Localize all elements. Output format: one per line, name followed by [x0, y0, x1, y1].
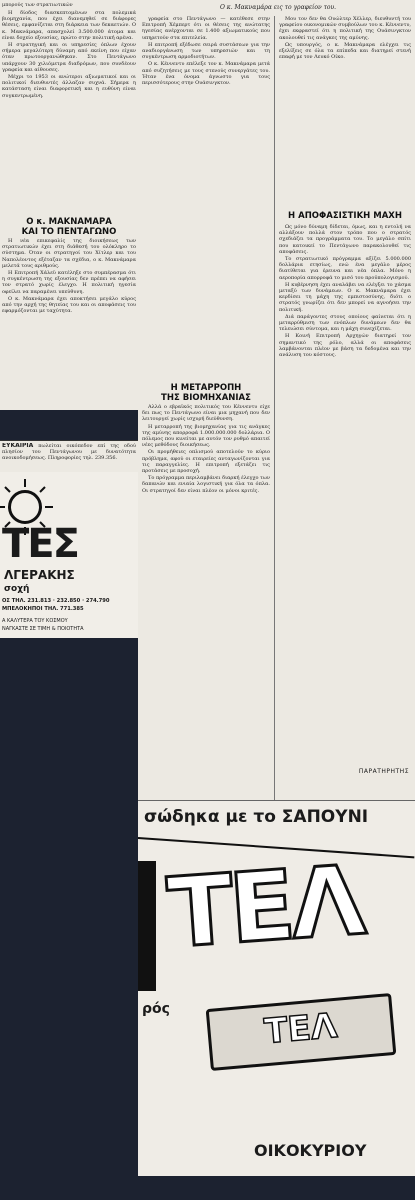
paragraph: Η επιτροπή εξέδωσε σειρά συστάσεων για την αναδιοργάνωση των υπηρεσιών και τη συγκέντρωση αρμοδιοτήτων.	[142, 41, 270, 61]
soap-ad-top-line: σώδηκα με το ΣΑΠΟΥΝΙ	[144, 807, 369, 827]
ad-company-name: ΛΓΕΡΑΚΗΣ	[4, 568, 75, 582]
ad-footer-2: ΝΑΓΚΑΣΤΕ ΣΕ ΤΙΜΗ & ΠΟΙΟΤΗΤΑ	[2, 626, 84, 632]
paragraph: Η μεταρροπή της βιομηχανίας για τις ανάγκες της αμύνης απορροφά 1.000.000.000 δολλάρια. Ο πόλεμος που κινείται με αυτόν τον ρυθμό απαιτεί νέες μεθόδους διοικήσεως.	[142, 423, 270, 449]
ad-logo-text: ΤΕΣ	[2, 521, 78, 567]
photo-caption: Ο κ. Μακναμάρα εις το γραφείον του.	[219, 4, 337, 11]
gerakis-advertisement	[0, 472, 138, 638]
classified-headline: ΕΥΚΑΙΡΙΑ	[2, 443, 34, 449]
classified-ad	[0, 440, 138, 474]
article-column-3b	[279, 224, 411, 764]
soap-ad-big-word: ΤΕΛ	[164, 844, 366, 970]
article-column-1	[2, 10, 136, 210]
soap-advertisement	[138, 800, 415, 1176]
paragraph: Η δίοδος διασκεπτομένων στα πολεμικά βιομηχανία, που έχει διανεμηθεί σε διάφορες θέσεις, εμφανίζεται στη διάρκεια των δεκαετιών. Ο κ. Μακνάμαρα, απασχολεί 3.500.000 άτομα και είναι δοχείο εξουσίας, πρώτο στην πολιτική αρένα.	[2, 10, 136, 41]
section-heading-biomixania: Η ΜΕΤΑΡΡΟΠΗ ΤΗΣ ΒΙΟΜΗΧΑΝΙΑΣ	[161, 383, 251, 403]
paragraph: Ως μόνο δύναμη δίδεται, όμως, και η εντολή να αλλάξουν πολλά στον τρόπο που ο στρατός σχεδιάζει τα προγράμματα του. Το μεγάλο σπίτι που κατοικεί το Πεντάγωνο παρακολουθεί τις αποφάσεις.	[279, 224, 411, 255]
paragraph: Μέχρι το 1953 οι ανώτεροι αξιωματικοί και οι πολιτικοί διευθυντές άλλαζαν συχνά. Σήμερα η κατάσταση είναι διαφορετική και η ευθύνη είναι συγκεντρωμένη.	[2, 74, 136, 99]
paragraph: Η Κοινή Επιτροπή Αρχηγών διατηρεί τον σημαντικό της ρόλο, αλλά οι αποφάσεις λαμβάνονται πλέον με βάση τα δεδομένα και την ανάλυση του κόστους.	[279, 333, 411, 359]
paragraph: Αλλά ο εβραϊκός πολιτικός του Κέννεντυ είχε δει πως το Πεντάγωνο είναι μια μηχανή που δεν λειτουργεί χωρίς ισχυρή διεύθυνση.	[142, 404, 270, 423]
paragraph: Το στρατιωτικό πρόγραμμα αξίζει 5.000.000 δολλάρια ετησίως, ενώ ένα μεγάλο μέρος διατίθεται για έρευνα και νέα όπλα. Μόνο η αεροπορία απορροφά το μισό του προϋπολογισμού.	[279, 256, 411, 281]
paragraph: Ως υπουργός, ο κ. Μακνάμαρα ελέγχει τις εξελίξεις σε όλα τα επίπεδα και διατηρεί στενή επαφή με τον Λευκό Οίκο.	[279, 41, 411, 61]
paragraph: Οι προμήθειες οπλισμού αποτελούν το κύριο πρόβλημα, αφού οι εταιρείες ανταγωνίζονται για τις παραγγελίες. Η επιτροπή εξετάζει τις προτάσεις με προσοχή.	[142, 449, 270, 475]
paragraph: Ο κ. Κέννεντυ επέλεξε τον κ. Μακνάμαρα μετά από συζητήσεις με τους στενούς συνεργάτες του. Ήταν ένα όνομα άγνωστο για τους περισσότερους στην Ουάσινγκτον.	[142, 61, 270, 87]
hanging-cloth-shadow	[138, 861, 156, 991]
article-column-2	[142, 16, 270, 386]
soap-ad-side-word: ρός	[142, 1001, 170, 1017]
column-divider	[274, 16, 275, 800]
top-left-fragment: μπορούς των στρατιωτικών	[2, 2, 73, 8]
soap-ad-bottom-line: ΟΙΚΟΚΥΡΙΟΥ	[254, 1141, 367, 1160]
ad-phones-2: ΜΠΕΛΟΚΗΠΟΙ ΤΗΛ. 771.385	[2, 606, 84, 612]
left-column-clipping	[0, 0, 138, 410]
author-signature: ΠΑΡΑΤΗΡΗΤΗΣ	[358, 768, 409, 775]
paragraph: Η νέα επικεφαλίς της διοικήσεως των στρατιωτικών έχει στη διάθεσή του ολόκληρο το σύστημα. Όταν οι στρατηγοί του Χίτλερ και του Ναπολέοντος εξέταζαν τα σχέδια, ο κ. Μακνάμαρα μελετά τους αριθμούς.	[2, 238, 136, 269]
paragraph: Η Επιτροπή Χάλεϋ κατέληξε στο συμπέρασμα ότι η συγκέντρωση της εξουσίας δεν πρέπει να αφήσει τον στρατό χωρίς έλεγχο. Η πολιτική ηγεσία οφείλει να παραμένει υπεύθυνη.	[2, 270, 136, 295]
section-heading-makmamara: Ο κ. ΜΑΚΝΑΜΑΡΑ ΚΑΙ ΤΟ ΠΕΝΤΑΓΩΝΟ	[21, 217, 117, 237]
ad-phones: ΟΣ ΤΗΛ. 231.813 · 232.850 · 274.790	[2, 598, 110, 604]
article-column-1b	[2, 238, 136, 438]
classified-body: πωλείται οικόπεδον επί της οδού πλησίον του Πεντάγωνου με δυνατότητα ανοικοδομήσεως. Πληροφορίες τηλ. 239.356.	[2, 443, 136, 462]
article-column-2b	[142, 404, 270, 794]
ad-footer: Α ΚΑΛΥΤΕΡΑ ΤΟΥ ΚΟΣΜΟΥ	[2, 618, 68, 624]
main-article-clipping	[138, 0, 415, 800]
soap-bar-label: ΤΕΛ	[262, 1005, 339, 1053]
ad-subtitle: σοχή	[4, 584, 30, 594]
paragraph: Διά παράγοντες στους οποίους φαίνεται ότι η μεταρρύθμιση των ενόπλων δυνάμεων δεν θα τελειώσει σύντομα, και η μάχη συνεχίζεται.	[279, 313, 411, 333]
paragraph: Ο κ. Μακνάμαρα έχει αποκτήσει μεγάλο κύρος από την αρχή της θητείας του και οι αποφάσεις του εφαρμόζονται με ταχύτητα.	[2, 295, 136, 315]
article-column-3	[279, 16, 411, 206]
paragraph: γραφεία στο Πεντάγωνο — κατέθεσε στην Επιτροπή Χέμπερτ ότι οι θέσεις της ανώτατης ηγεσίας ανέρχονται σε 1.400 αξιωματικούς που υπηρετούν στα επιτελεία.	[142, 16, 270, 41]
paragraph: Μου τον δεν θα Ουώλτερ Χέλλερ, διευθυντή του γραφείου οικονομικών συμβούλων του κ. Κέννεντυ, έχει εκφραστεί ότι η πολιτική της Ουάσινγκτον ακολουθεί τις ανάγκες της αμύνης.	[279, 16, 411, 41]
paragraph: Το πρόγραμμα περιλαμβάνει διαρκή έλεγχο των δαπανών και ενιαία λογιστική για όλα τα όπλα. Οι στρατηγοί δεν είναι πλέον οι μόνοι κριτές.	[142, 475, 270, 494]
paragraph: Η στρατηγική και οι υπηρεσίες όπλων έχουν σήμερα μεγαλύτερη δύναμη από εκείνη που είχαν όταν πρωτοοργανώθηκαν. Στο Πεντάγωνο υπάρχουν 30 χιλιόμετρα διαδρόμων, που συνδέουν γραφεία και αίθουσες.	[2, 42, 136, 73]
section-heading-apofasistiki-maxi: Η ΑΠΟΦΑΣΙΣΤΙΚΗ ΜΑΧΗ	[288, 211, 402, 221]
soap-bar-icon	[206, 993, 397, 1071]
paragraph: Η κυβέρνηση έχει αναλάβει να ελέγξει το χάσμα μεταξύ των δυνάμεων. Ο κ. Μακνάμαρα έχει κερδίσει τη μάχη της εμπιστοσύνης, διότι ο στρατός γνωρίζει ότι δεν μπορεί να αγνοήσει την πολιτική.	[279, 281, 411, 313]
